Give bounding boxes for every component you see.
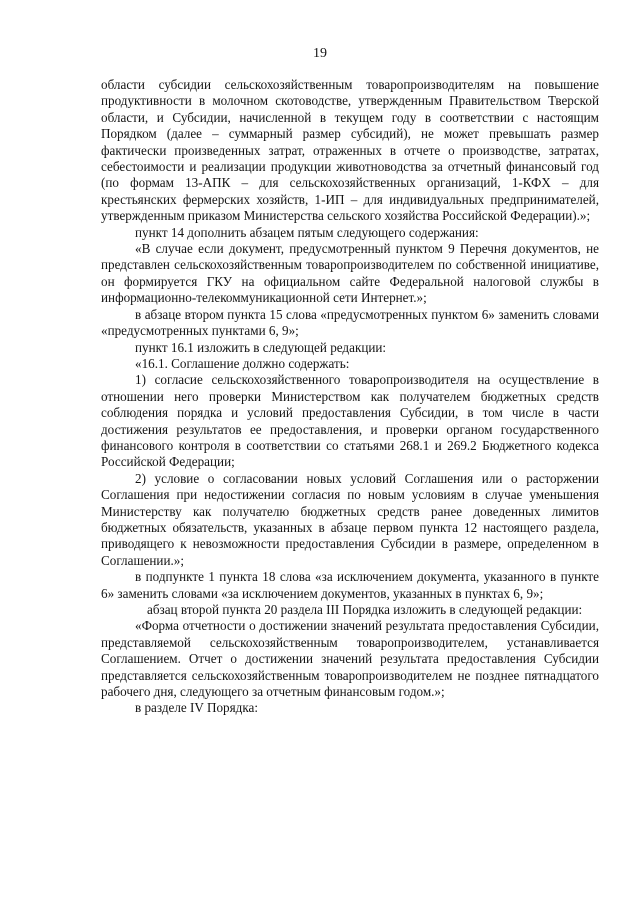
- page-number: 19: [313, 46, 327, 61]
- document-body: [101, 77, 599, 717]
- paragraph: в разделе IV Порядка:: [135, 700, 258, 716]
- paragraph: «Форма отчетности о достижении значений результата предоставления Субсидии, представляемой сельскохозяйственным товаропроизводителем, устанавливается Соглашением. Отчет о достижении значений результата предоставления Субсидии представляется сельскохозяйственным товаропроизводителем не позднее пятнадцатого рабочего дня, следующего за отчетным финансовым годом.»;: [101, 618, 599, 700]
- paragraph: пункт 14 дополнить абзацем пятым следующего содержания:: [135, 224, 479, 240]
- paragraph: абзац второй пункта 20 раздела III Порядка изложить в следующей редакции:: [147, 602, 583, 617]
- paragraph: 2) условие о согласовании новых условий Соглашения или о расторжении Соглашения при недостижении согласия по новым условиям в случае уменьшения Министерству как получателю бюджетных средств ранее доведенных лимитов бюджетных обязательств, указанных в абзаце первом пункта 12 настоящего раздела, приводящего к невозможности предоставления Субсидии в размере, определенном в Соглашении.»;: [101, 470, 599, 568]
- paragraph: пункт 16.1 изложить в следующей редакции:: [135, 339, 387, 355]
- paragraph: в подпункте 1 пункта 18 слова «за исключением документа, указанного в пункте 6» заменить словами «за исключением документов, указанных в пунктах 6, 9»;: [101, 569, 599, 601]
- paragraph: «16.1. Соглашение должно содержать:: [135, 355, 350, 371]
- paragraph: области субсидии сельскохозяйственным товаропроизводителям на повышение продуктивности в молочном скотоводстве, утвержденным Правительством Тверской области, и Субсидии, начисленной в текущем году в соответствии с настоящим Порядком (далее – суммарный размер субсидий), не может превышать размер фактически произведенных затрат, отраженных в отчете о производстве, затратах, себестоимости и реализации продукции животноводства за отчетный финансовый год (по формам 13-АПК – для сельскохозяйственных организаций, 1-КФХ – для крестьянских фермерских хозяйств, 1-ИП – для индивидуальных предпринимателей, утвержденным приказом Министерства сельского хозяйства Российской Федерации).»;: [101, 77, 599, 224]
- paragraph: 1) согласие сельскохозяйственного товаропроизводителя на осуществление в отношении него проверки Министерством как получателем бюджетных средств соблюдения порядка и условий предоставления Субсидии, в том числе в части достижения результатов ее предоставления, и проверки органом государственного финансового контроля в соответствии со статьями 268.1 и 269.2 Бюджетного кодекса Российской Федерации;: [101, 372, 599, 470]
- paragraph: в абзаце втором пункта 15 слова «предусмотренных пунктом 6» заменить словами «предусмотренных пунктами 6, 9»;: [101, 306, 599, 339]
- paragraph: «В случае если документ, предусмотренный пунктом 9 Перечня документов, не представлен сельскохозяйственным товаропроизводителем по собственной инициативе, он формируется ГКУ на официальном сайте Федеральной налоговой службы в информационно-телекоммуникационной сети Интернет.»;: [101, 241, 599, 306]
